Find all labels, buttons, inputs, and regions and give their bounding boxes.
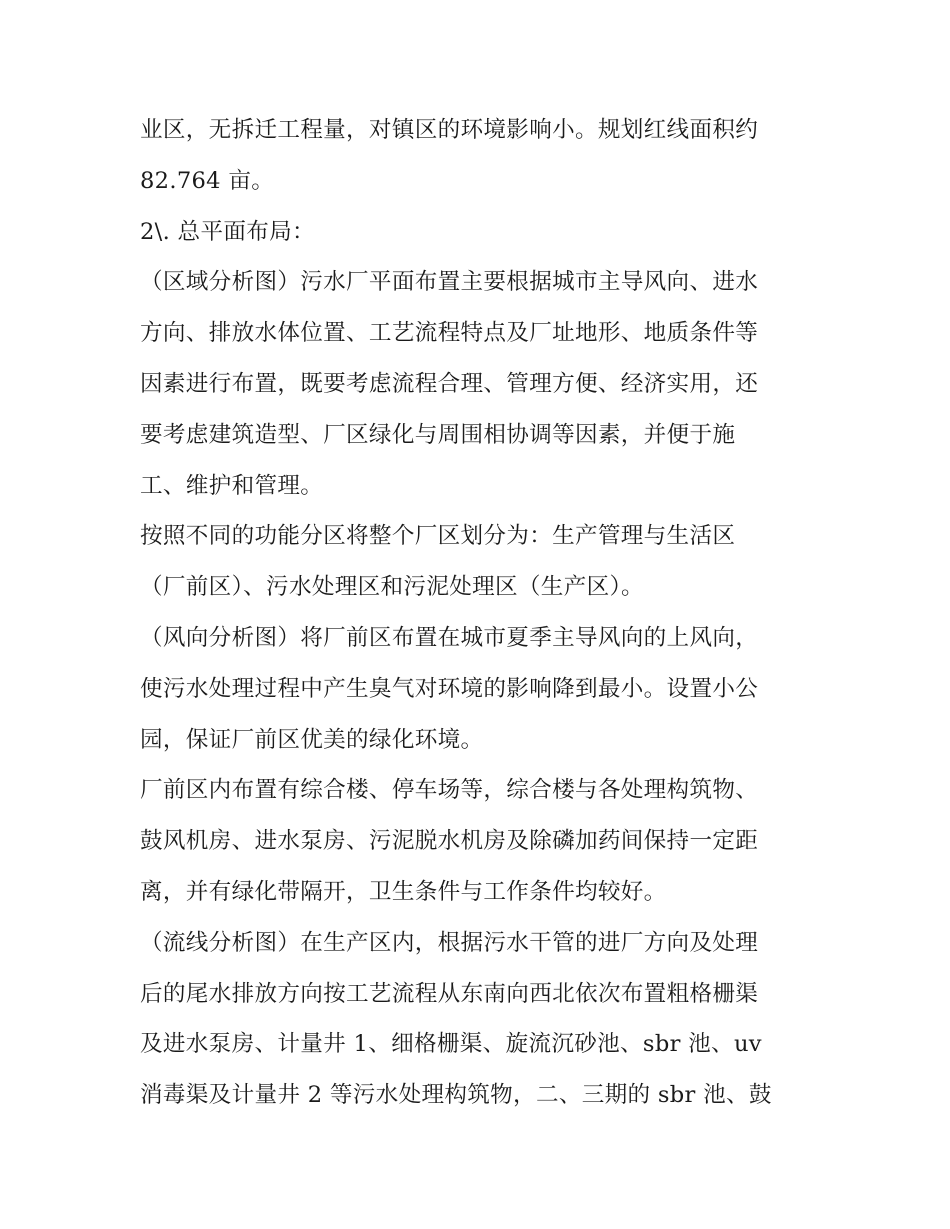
text-line: 要考虑建筑造型、厂区绿化与周围相协调等因素，并便于施 <box>140 421 736 448</box>
text-line: 鼓风机房、进水泵房、污泥脱水机房及除磷加药间保持一定距 <box>140 828 759 855</box>
text-line: 后的尾水排放方向按工艺流程从东南向西北依次布置粗格栅渠 <box>140 980 759 1007</box>
text-line: （区域分析图）污水厂平面布置主要根据城市主导风向、进水 <box>140 269 759 296</box>
text-line: 业区，无拆迁工程量，对镇区的环境影响小。规划红线面积约 <box>140 117 759 143</box>
text-line: 工、维护和管理。 <box>140 472 324 499</box>
document-body <box>140 105 820 1121</box>
text-line: 园，保证厂前区优美的绿化环境。 <box>140 726 484 753</box>
text-line: 使污水处理过程中产生臭气对环境的影响降到最小。设置小公 <box>140 675 759 702</box>
text-line: 因素进行布置，既要考虑流程合理、管理方便、经济实用，还 <box>140 370 759 397</box>
text-line: 离，并有绿化带隔开，卫生条件与工作条件均较好。 <box>140 878 667 905</box>
text-line: （流线分析图）在生产区内，根据污水干管的进厂方向及处理 <box>140 929 759 956</box>
text-line: 消毒渠及计量井 2 等污水处理构筑物，二、三期的 sbr 池、鼓 <box>140 1082 772 1109</box>
text-line: （厂前区）、污水处理区和污泥处理区（生产区）。 <box>140 574 644 601</box>
text-line: 及进水泵房、计量井 1、细格栅渠、旋流沉砂池、sbr 池、uv <box>140 1031 762 1058</box>
text-line: 82.764 亩。 <box>140 167 275 194</box>
text-line: 厂前区内布置有综合楼、停车场等，综合楼与各处理构筑物、 <box>140 777 759 804</box>
text-line: 方向、排放水体位置、工艺流程特点及厂址地形、地质条件等 <box>140 320 759 347</box>
text-line: 按照不同的功能分区将整个厂区划分为：生产管理与生活区 <box>140 523 736 550</box>
section-heading: 2\. 总平面布局： <box>140 218 315 245</box>
text-line: （风向分析图）将厂前区布置在城市夏季主导风向的上风向， <box>140 624 759 651</box>
